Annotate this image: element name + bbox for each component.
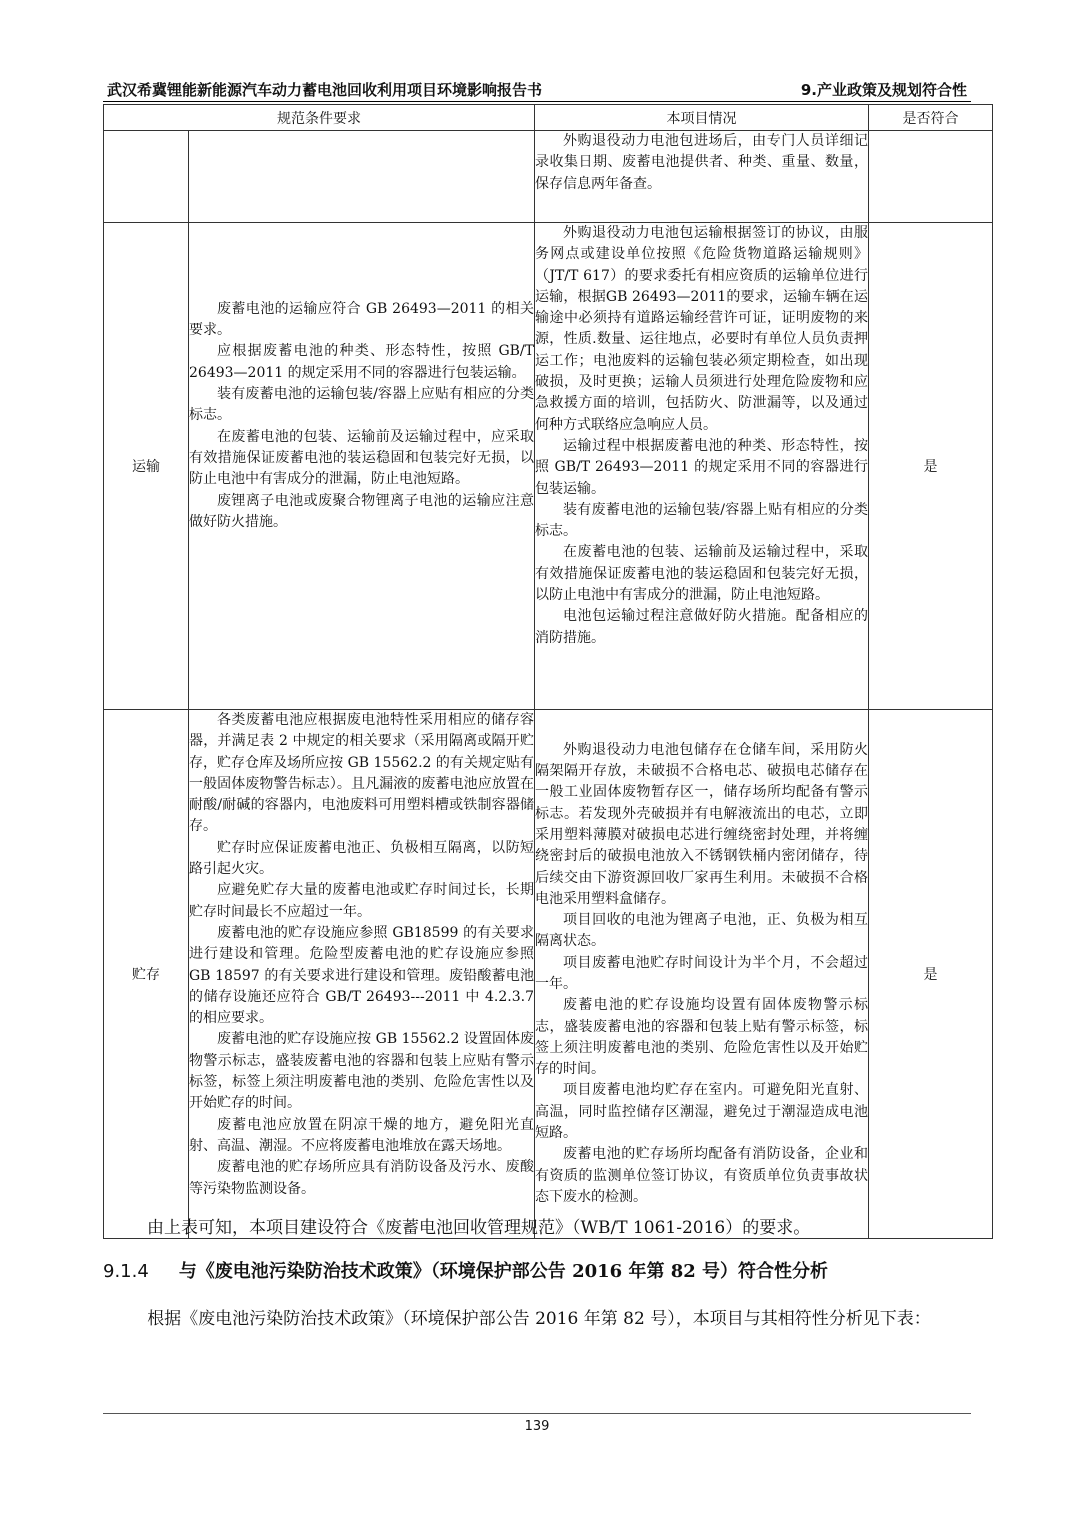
requirement-paragraph: 应根据废蓄电池的种类、形态特性，按照 GB/T 26493—2011 的规定采用不同的容器进行包装运输。 (189, 343, 534, 381)
page-number: 139 (524, 1419, 550, 1434)
project-paragraph: 废蓄电池的贮存场所均配备有消防设备，企业和有资质的监测单位签订协议，有资质单位负责事故状态下废水的检测。 (535, 1146, 868, 1205)
project-paragraph: 外购退役动力电池包进场后，由专门人员详细记录收集日期、废蓄电池提供者、种类、重量、数量，保存信息两年备查。 (535, 133, 868, 192)
column-header-project: 本项目情况 (535, 105, 869, 131)
project-paragraph: 项目回收的电池为锂离子电池，正、负极为相互隔离状态。 (535, 912, 868, 950)
project-paragraph: 在废蓄电池的包装、运输前及运输过程中，采取有效措施保证废蓄电池的装运稳固和包装完好无损，以防止电池中有害成分的泄漏，防止电池短路。 (535, 544, 868, 604)
requirement-paragraph: 在废蓄电池的包装、运输前及运输过程中，应采取有效措施保证废蓄电池的装运稳固和包装完好无损，以防止电池中有害成分的泄漏，防止电池短路。 (189, 428, 534, 488)
requirement-paragraph: 废蓄电池应放置在阴凉干燥的地方，避免阳光直射、高温、潮湿。不应将废蓄电池堆放在露天场地。 (189, 1116, 534, 1154)
project-cell (535, 223, 869, 710)
column-header-requirement: 规范条件要求 (104, 105, 535, 131)
category-cell (104, 131, 189, 223)
requirement-paragraph: 废蓄电池的运输应符合 GB 26493—2011 的相关要求。 (189, 300, 534, 339)
requirement-paragraph: 废蓄电池的贮存场所应具有消防设备及污水、废酸等污染物监测设备。 (189, 1159, 534, 1197)
project-paragraph: 废蓄电池的贮存设施均设置有固体废物警示标志，盛装废蓄电池的容器和包装上贴有警示标签，标签上须注明废蓄电池的类别、危险危害性以及开始贮存的时间。 (535, 997, 868, 1078)
project-paragraph: 外购退役动力电池包运输根据签订的协议，由服务网点或建设单位按照《危险货物道路运输规则》（JT/T 617）的要求委托有相应资质的运输单位进行运输，根据GB 26493—2011的要求，运输车辆在运输途中必须持有道路运输经营许可证，证明废物的来源，性质.数量、运往地点，必要时有单位人员负责押运工作；电池废料的运输包装必须定期检查，如出现破损，及时更换；运输人员须进行处理危险废物和应急救援方面的培训，包括防火、防泄漏等，以及通过何种方式联络应急响应人员。 (535, 225, 868, 433)
table-row-continuation (104, 131, 993, 223)
category-cell: 贮存 (104, 710, 189, 1239)
header-divider (103, 101, 971, 102)
requirement-paragraph: 废蓄电池的贮存设施应参照 GB18599 的有关要求进行建设和管理。危险型废蓄电池的贮存设施应参照 GB 18597 的有关要求进行建设和管理。废铅酸蓄电池的储存设施还应符合 GB/T 26493---2011 中 4.2.3.7 的相应要求。 (189, 924, 534, 1027)
requirement-cell (189, 223, 535, 710)
table-row-storage (104, 710, 993, 1239)
requirement-paragraph: 应避免贮存大量的废蓄电池或贮存时间过长，长期贮存时间最长不应超过一年。 (189, 882, 534, 920)
table-row-transport (104, 223, 993, 710)
compliance-table (103, 104, 993, 1239)
project-cell (535, 710, 869, 1239)
requirement-cell (189, 131, 535, 223)
section-heading (103, 1257, 828, 1283)
section-number: 9.1.4 (103, 1261, 149, 1282)
section-title: 与《废电池污染防治技术政策》（环境保护部公告 2016 年第 82 号）符合性分析 (178, 1261, 829, 1282)
project-paragraph: 电池包运输过程注意做好防火措施。配备相应的消防措施。 (535, 608, 868, 646)
compliance-cell: 是 (869, 223, 993, 710)
project-paragraph: 运输过程中根据废蓄电池的种类、形态特性，按照 GB/T 26493—2011 的规定采用不同的容器进行包装运输。 (535, 437, 868, 497)
requirement-paragraph: 废锂离子电池或废聚合物锂离子电池的运输应注意做好防火措施。 (189, 492, 534, 530)
project-paragraph: 项目废蓄电池均贮存在室内。可避免阳光直射、高温，同时监控储存区潮湿，避免过于潮湿造成电池短路。 (535, 1082, 868, 1142)
project-paragraph: 项目废蓄电池贮存时间设计为半个月，不会超过一年。 (535, 954, 868, 992)
requirement-paragraph: 废蓄电池的贮存设施应按 GB 15562.2 设置固体废物警示标志，盛装废蓄电池的容器和包装上应贴有警示标签，标签上须注明废蓄电池的类别、危险危害性以及开始贮存的时间。 (189, 1031, 534, 1112)
page-header (103, 77, 971, 101)
column-header-compliance: 是否符合 (869, 105, 993, 131)
compliance-cell (869, 131, 993, 223)
requirement-paragraph: 各类废蓄电池应根据废电池特性采用相应的储存容器，并满足表 2 中规定的相关要求（采用隔离或隔开贮存，贮存仓库及场所应按 GB 15562.2 的有关规定贴有一般固体废物警告标志）。且凡漏液的废蓄电池应放置在耐酸/耐碱的容器内，电池废料可用塑料槽或铁制容器储存。 (189, 712, 534, 835)
category-cell: 运输 (104, 223, 189, 710)
header-document-title: 武汉希冀锂能新能源汽车动力蓄电池回收利用项目环境影响报告书 (107, 81, 543, 99)
requirement-paragraph: 装有废蓄电池的运输包装/容器上应贴有相应的分类标志。 (189, 386, 534, 424)
compliance-cell: 是 (869, 710, 993, 1239)
project-cell (535, 131, 869, 223)
table-summary: 由上表可知，本项目建设符合《废蓄电池回收管理规范》（WB/T 1061-2016）的要求。 (147, 1218, 811, 1238)
requirement-cell (189, 710, 535, 1239)
project-paragraph: 外购退役动力电池包储存在仓储车间，采用防火隔架隔开存放，未破损不合格电芯、破损电芯储存在一般工业固体废物暂存区一，储存场所均配备有警示标志。若发现外壳破损并有电解液流出的电芯，立即采用塑料薄膜对破损电芯进行缠绕密封处理，并将缠绕密封后的破损电池放入不锈钢铁桶内密闭储存，待后续交由下游资源回收厂家再生利用。未破损不合格电池采用塑料盒储存。 (535, 741, 868, 907)
header-chapter-title: 9.产业政策及规划符合性 (800, 81, 967, 99)
project-paragraph: 装有废蓄电池的运输包装/容器上贴有相应的分类标志。 (535, 501, 868, 540)
table-header-row (104, 105, 993, 131)
requirement-paragraph: 贮存时应保证废蓄电池正、负极相互隔离，以防短路引起火灾。 (189, 839, 534, 878)
footer-divider (103, 1413, 971, 1414)
body-paragraph: 根据《废电池污染防治技术政策》（环境保护部公告 2016 年第 82 号），本项目与其相符性分析见下表： (147, 1309, 931, 1329)
